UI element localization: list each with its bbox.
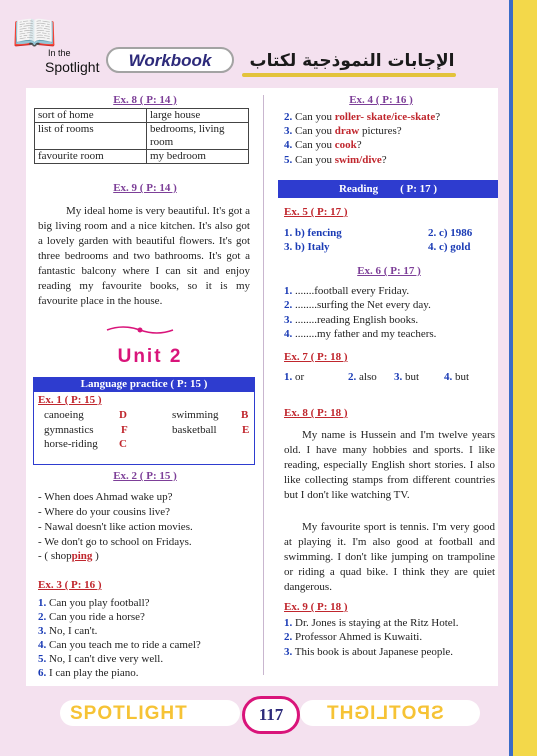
page-number: 117 (242, 696, 300, 734)
item-text: Can you play football? (49, 597, 150, 609)
item-number: 1. (284, 617, 293, 629)
ex8-table (34, 108, 249, 164)
ex3-item (38, 667, 139, 681)
ex2-last-line (38, 550, 99, 564)
ex1-letter: E (242, 424, 250, 436)
item-number: 6. (38, 667, 47, 679)
item-text: also (356, 371, 377, 383)
ex3-item (38, 611, 145, 625)
ex5-heading: Ex. 5 ( P: 17 ) (284, 206, 348, 218)
ex3-item (38, 625, 97, 639)
item-text: Professor Ahmed is Kuwaiti. (292, 631, 423, 643)
table-cell: favourite room (35, 150, 147, 164)
language-practice-bar: Language practice ( P: 15 ) (33, 377, 255, 392)
ex2-heading: Ex. 2 ( P: 15 ) (113, 470, 177, 482)
item-text: but (402, 371, 420, 383)
item-number: 2. (38, 611, 47, 623)
blue-stripe (509, 0, 513, 756)
item-text: Can you (295, 154, 335, 166)
item-number: 4. (284, 139, 293, 151)
column-divider (263, 95, 264, 675)
logo-big-text: Spotlight (45, 59, 100, 75)
item-text: No, I can't. (49, 625, 98, 637)
item-number: 3. (38, 625, 47, 637)
ex6-item (284, 299, 431, 313)
ex5-answer: 4. c) gold (428, 241, 471, 253)
ex4-item (284, 125, 402, 139)
ex8-paragraph-1: My name is Hussein and I'm twelve years old. I have many hobbies and sports. I like reading, especially English short stories. I also like collecting stamps from different countries but I don't like watching TV. (284, 429, 495, 501)
item-number: 2. (284, 111, 293, 123)
item-number: 5. (284, 154, 293, 166)
ex6-item (284, 314, 418, 328)
item-highlight: swim/dive (334, 154, 382, 166)
ex6-heading: Ex. 6 ( P: 17 ) (357, 265, 421, 277)
ex9-item (284, 631, 422, 645)
ex1-word: gymnastics (44, 424, 94, 436)
item-text: or (292, 371, 305, 383)
ex4-item (284, 111, 440, 125)
unit-title: Unit 2 (117, 346, 183, 367)
item-number: 4. (38, 639, 47, 651)
item-highlight: roller- skate/ice-skate (334, 111, 436, 123)
workbook-pill (106, 47, 234, 73)
item-text: ? (381, 154, 387, 166)
item-text: Can you (295, 125, 335, 137)
item-highlight: cook (334, 139, 357, 151)
ex5-answer: 3. b) Italy (284, 241, 330, 253)
ex2-last-highlight: ping (71, 550, 93, 562)
table-cell: bedrooms, living room (147, 123, 249, 150)
ex7-heading: Ex. 7 ( P: 18 ) (284, 351, 348, 363)
item-text: pictures? (359, 125, 402, 137)
ex9-right-heading: Ex. 9 ( P: 18 ) (284, 601, 348, 613)
ex9-paragraph: My ideal home is very beautiful. It's got a big living room and a nice kitchen. It's also got a lovely garden with beautiful flowers. It's got three bedrooms and two bathrooms. It's got a fantastic balcony where I can sit and enjoy reading my favourite books, so it is my favourite place in the house. (38, 205, 250, 307)
item-number: 3. (284, 646, 293, 658)
item-text: .......football every Friday. (292, 285, 410, 297)
ex7-item (394, 371, 419, 385)
item-text: No, I can't dive very well. (49, 653, 164, 665)
ex5-answer: 1. b) fencing (284, 227, 342, 239)
ex1-letter: F (121, 424, 128, 436)
item-number: 2. (348, 371, 357, 383)
spotlight-logo (8, 12, 98, 76)
ex4-item (284, 139, 362, 153)
ex4-item (284, 154, 387, 168)
ex9-left-heading: Ex. 9 ( P: 14 ) (113, 182, 177, 194)
arabic-title: الإجابات النموذجية لكتاب (249, 51, 455, 71)
item-text: Can you (295, 111, 335, 123)
workbook-label: Workbook (128, 51, 212, 70)
item-text: Dr. Jones is staying at the Ritz Hotel. (292, 617, 459, 629)
table-cell: sort of home (35, 109, 147, 123)
item-text: This book is about Japanese people. (292, 646, 454, 658)
item-number: 4. (444, 371, 453, 383)
item-number: 3. (284, 125, 293, 137)
logo-small-text: In the (48, 48, 71, 58)
table-row (35, 109, 249, 123)
ex8-paragraph-2: My favourite sport is tennis. I'm very good at playing it. I'm also good at football and swimming. I don't like jumping on trampoline or riding a quad bike. I think they are quiet dangerous. (284, 521, 495, 593)
ex2-line: - We don't go to school on Fridays. (38, 536, 192, 548)
item-number: 3. (284, 314, 293, 326)
ex1-letter: D (119, 409, 127, 421)
item-text: ........surfing the Net every day. (292, 299, 431, 311)
item-text: I can play the piano. (49, 667, 139, 679)
ornament-icon (105, 323, 175, 337)
footer-spotlight-right: SPOTLIGHT (326, 703, 444, 724)
item-text: Can you (295, 139, 335, 151)
book-icon: 📖 (12, 13, 57, 54)
item-text: Can you ride a horse? (49, 611, 145, 623)
ex9-item (284, 646, 453, 660)
table-row (35, 123, 249, 150)
ex7-item (284, 371, 304, 385)
item-text: but (452, 371, 470, 383)
ex1-letter: B (241, 409, 249, 421)
item-text: ........my father and my teachers. (292, 328, 437, 340)
ex1-heading: Ex. 1 ( P: 15 ) (38, 394, 102, 406)
ex2-line: - Where do your cousins live? (38, 506, 171, 518)
ex5-answer: 2. c) 1986 (428, 227, 473, 239)
item-number: 1. (38, 597, 47, 609)
ex1-word: swimming (172, 409, 219, 421)
ex2-line: - Nawal doesn't like action movies. (38, 521, 193, 533)
ex2-last-prefix: - ( shop (38, 550, 72, 562)
ex1-word: horse-riding (44, 438, 98, 450)
table-cell: list of rooms (35, 123, 147, 150)
ex2-last-suffix: ) (92, 550, 99, 562)
item-number: 3. (394, 371, 403, 383)
ex2-line: - When does Ahmad wake up? (38, 491, 173, 503)
ex1-word: canoeing (44, 409, 84, 421)
ex3-item (38, 653, 163, 667)
ex3-heading: Ex. 3 ( P: 16 ) (38, 579, 102, 591)
item-number: 1. (284, 371, 293, 383)
item-text: ? (356, 139, 362, 151)
ex7-item (444, 371, 469, 385)
table-row (35, 150, 249, 164)
ex8-left-heading: Ex. 8 ( P: 14 ) (113, 94, 177, 106)
item-highlight: draw (334, 125, 360, 137)
item-text: Can you teach me to ride a camel? (49, 639, 201, 651)
item-number: 5. (38, 653, 47, 665)
ex6-item (284, 328, 436, 342)
item-number: 2. (284, 299, 293, 311)
yellow-sidebar (513, 0, 537, 756)
ex4-heading: Ex. 4 ( P: 16 ) (349, 94, 413, 106)
ex3-item (38, 639, 201, 653)
item-text: ........reading English books. (292, 314, 419, 326)
item-number: 1. (284, 285, 293, 297)
ex9-item (284, 617, 458, 631)
item-number: 4. (284, 328, 293, 340)
footer-spotlight-left: SPOTLIGHT (70, 703, 188, 724)
table-cell: my bedroom (147, 150, 249, 164)
item-text: ? (435, 111, 441, 123)
table-cell: large house (147, 109, 249, 123)
title-underline (242, 73, 456, 77)
ex7-item (348, 371, 377, 385)
ex8-right-heading: Ex. 8 ( P: 18 ) (284, 407, 348, 419)
reading-bar: Reading ( P: 17 ) (278, 180, 498, 198)
ex1-letter: C (119, 438, 127, 450)
ex3-item (38, 597, 150, 611)
item-number: 2. (284, 631, 293, 643)
ex6-item (284, 285, 409, 299)
ex1-word: basketball (172, 424, 217, 436)
